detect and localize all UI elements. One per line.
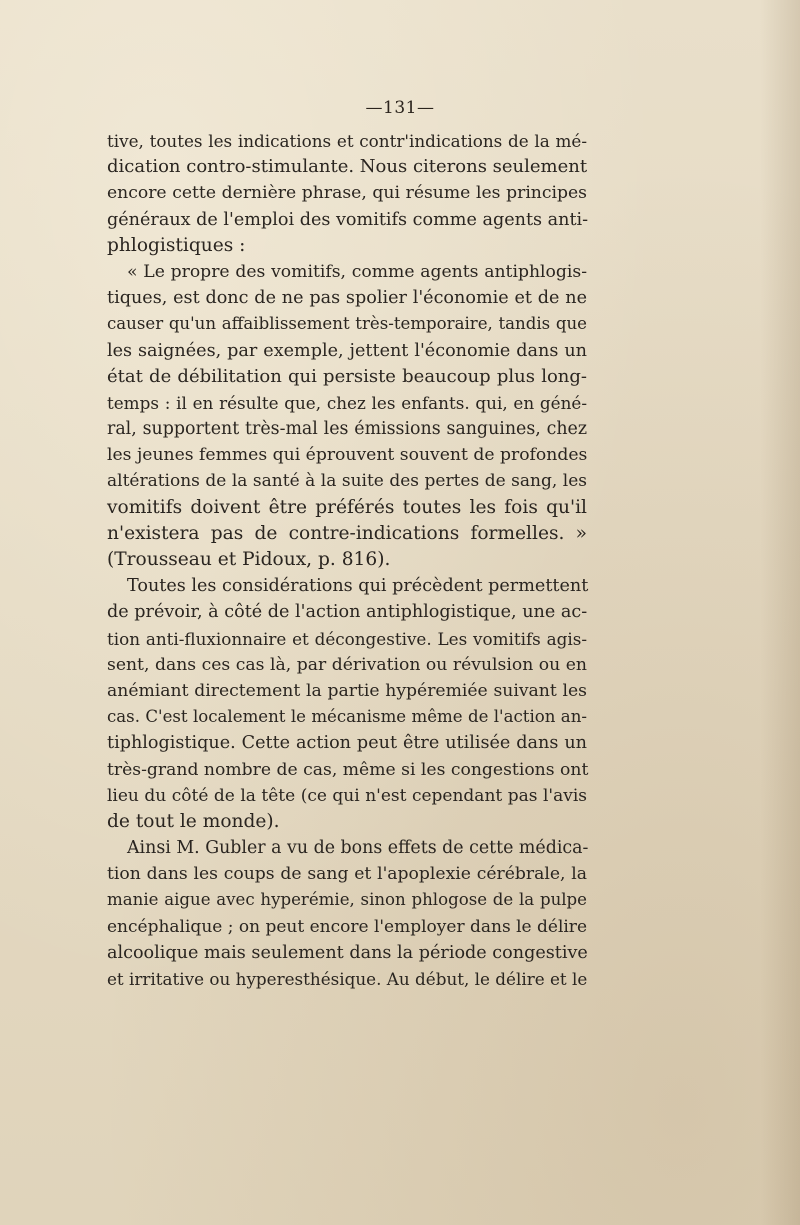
text-line: tiques, est donc de ne pas spolier l'économie et de ne (107, 288, 587, 309)
text-line: causer qu'un affaiblissement très-temporaire, tandis que (107, 314, 587, 334)
text-line: encore cette dernière phrase, qui résume les principes (107, 183, 587, 204)
page-edge-shadow (760, 0, 800, 1225)
text-line: lieu du côté de la tête (ce qui n'est cependant pas l'avis (107, 785, 587, 806)
text-line: tion anti-fluxionnaire et décongestive. Les vomitifs agis- (107, 628, 587, 649)
text-line: altérations de la santé à la suite des pertes de sang, les (107, 471, 587, 492)
text-line: les saignées, par exemple, jettent l'économie dans un (107, 340, 587, 361)
text-line: de prévoir, à côté de l'action antiphlogistique, une ac- (107, 602, 588, 623)
text-line: tion dans les coups de sang et l'apoplexie cérébrale, la (107, 864, 587, 885)
text-line: les jeunes femmes qui éprouvent souvent de profondes (107, 445, 588, 466)
text-line: sent, dans ces cas là, par dérivation ou révulsion ou en (107, 654, 587, 675)
text-line: phlogistiques : (107, 234, 246, 256)
page-number: —131— (365, 98, 435, 118)
text-line: temps : il en résulte que, chez les enfants. qui, en géné- (107, 392, 587, 413)
text-line: très-grand nombre de cas, même si les congestions ont (107, 759, 589, 780)
text-line: manie aigue avec hyperémie, sinon phlogose de la pulpe (107, 890, 587, 910)
text-line: « Le propre des vomitifs, comme agents antiphlogis- (127, 261, 587, 282)
text-line: tiphlogistique. Cette action peut être utilisée dans un (107, 733, 587, 754)
text-line: ral, supportent très-mal les émissions sanguines, chez (107, 419, 587, 440)
text-line: et irritative ou hyperesthésique. Au début, le délire et le (107, 969, 588, 989)
text-line: encéphalique ; on peut encore l'employer dans le délire (107, 916, 587, 937)
text-line: vomitifs doivent être préférés toutes les fois qu'il (107, 496, 587, 518)
text-line: état de débilitation qui persiste beaucoup plus long- (107, 365, 587, 387)
text-line: Ainsi M. Gubler a vu de bons effets de cette médica- (127, 838, 589, 859)
text-line: de tout le monde). (107, 810, 280, 832)
text-line: n'existera pas de contre-indications formelles. » (107, 522, 587, 544)
text-line: Toutes les considérations qui précèdent permettent (127, 576, 589, 597)
text-line: généraux de l'emploi des vomitifs comme agents anti- (107, 209, 589, 230)
text-line: alcoolique mais seulement dans la période congestive (107, 942, 588, 963)
body-text (107, 128, 587, 992)
text-line: anémiant directement la partie hypéremiée suivant les (107, 680, 587, 701)
text-line: cas. C'est localement le mécanisme même de l'action an- (107, 707, 587, 727)
text-line: tive, toutes les indications et contr'indications de la mé- (107, 131, 587, 151)
text-line: dication contro-stimulante. Nous citerons seulement (107, 156, 588, 178)
text-line: (Trousseau et Pidoux, p. 816). (107, 549, 391, 570)
